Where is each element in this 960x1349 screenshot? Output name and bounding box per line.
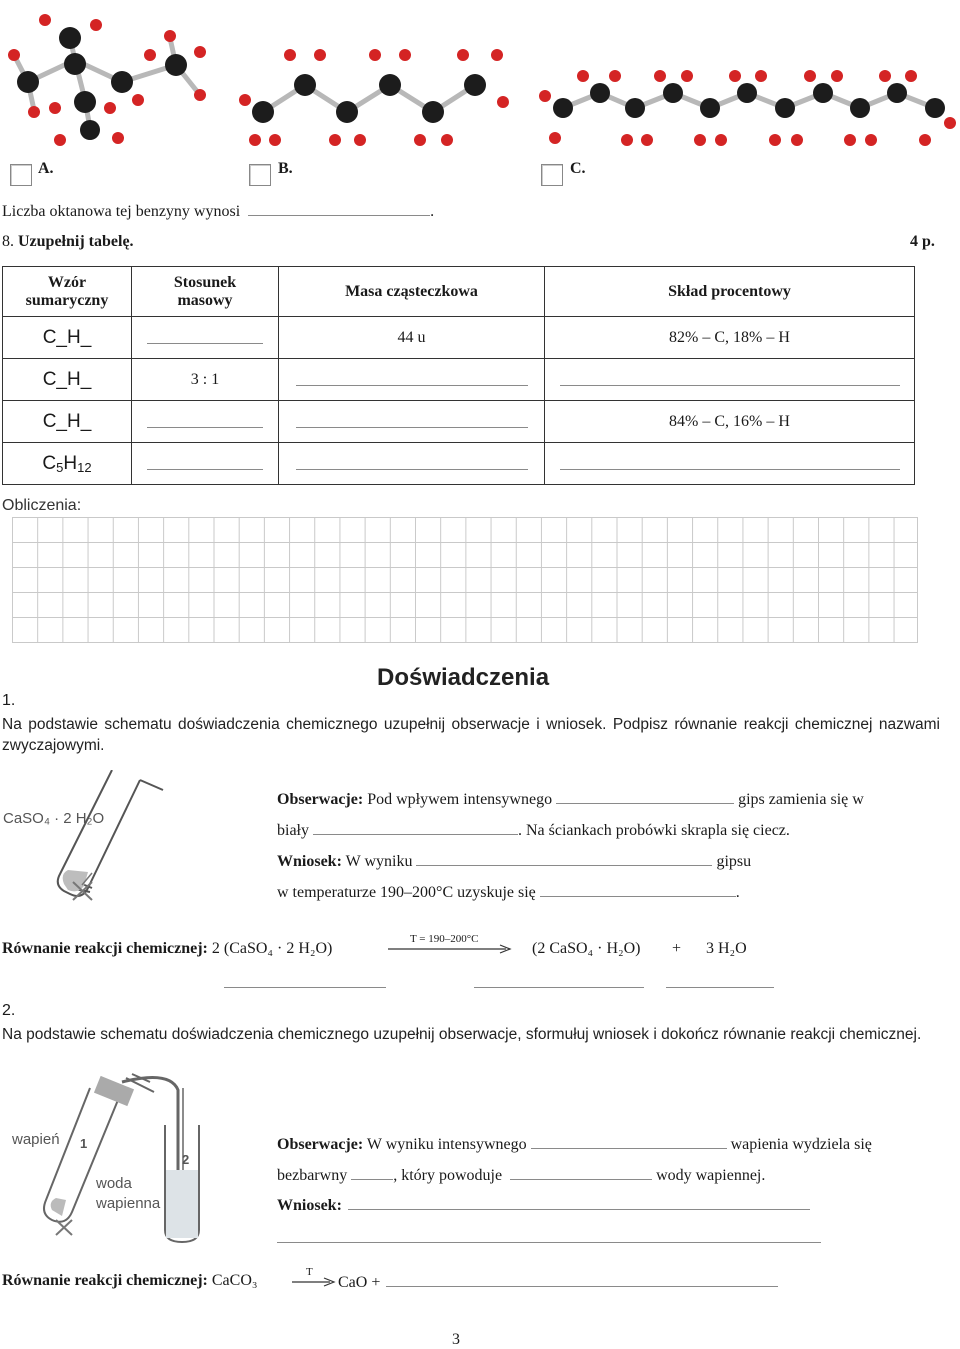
row3-formula: C_H_ [3,401,132,443]
row4-mass-input[interactable] [279,443,545,485]
exp2-obs-blank2[interactable] [351,1165,393,1180]
exp1-eq-right1: (2 CaSO₄ · H₂O) [532,940,641,957]
header-composition: Skład procentowy [545,267,915,317]
task8-title: Uzupełnij tabelę. [18,233,134,250]
exp2-concl-blank1[interactable] [348,1195,810,1210]
exp2-observations-line2: bezbarwny , który powoduje wody wapiennej. [277,1167,766,1184]
exp1-eq-name-blank1[interactable] [224,973,386,988]
exp1-obs-blank2[interactable] [313,820,518,835]
row3-ratio-input[interactable] [132,401,279,443]
option-b-label: B. [278,160,293,177]
task8-heading [2,233,134,251]
exp2-reaction-arrow [292,1276,336,1288]
exp1-conclusion-line1: Wniosek: W wyniku gipsu [277,853,752,870]
figure-label-gypsum: CaSO₄ · 2 H₂O [3,810,105,827]
header-ratio: Stosunek masowy [132,267,279,317]
exp2-equation: Równanie reakcji chemicznej: CaCO₃ [2,1272,258,1289]
svg-text:2: 2 [182,1152,190,1167]
row1-mass: 44 u [279,317,545,359]
composition-table [2,266,915,485]
exp1-eq-left: 2 (CaSO₄ · 2 H₂O) [211,940,333,957]
row4-formula: $C_5H_{12}$ [3,443,132,485]
header-formula: Wzór sumaryczny [3,267,132,317]
row2-ratio: 3 : 1 [132,359,279,401]
exp1-instruction: Na podstawie schematu doświadczenia chemicznego uzupełnij obserwacje i wniosek. Podpisz równanie reakcji chemicznej nazwami zwyczajowymi. [2,716,940,754]
row2-mass-input[interactable] [279,359,545,401]
exp2-concl-blank2[interactable] [277,1228,821,1243]
exp2-eq-blank[interactable] [386,1272,778,1287]
row2-formula: C_H_ [3,359,132,401]
exp2-instruction: Na podstawie schematu doświadczenia chemicznego uzupełnij obserwacje, sformułuj wniosek i dokończ równanie reakcji chemicznej. [2,1026,922,1043]
exp2-observations-line1: Obserwacje: W wyniku intensywnego wapienia wydziela się [277,1136,872,1153]
row4-composition-input[interactable] [545,443,915,485]
row1-composition: 82% – C, 18% – H [545,317,915,359]
row1-formula: C_H_ [3,317,132,359]
task8-number: 8. [2,233,14,250]
exp1-reaction-arrow [388,943,514,955]
task8-points: 4 p. [910,233,935,250]
option-a-checkbox[interactable] [10,164,32,186]
row2-composition-input[interactable] [545,359,915,401]
limestone-apparatus-figure [0,1070,260,1245]
calculations-label: Obliczenia: [2,497,82,514]
exp1-eq-name-blank3[interactable] [666,973,774,988]
exp1-conclusion-line2: w temperaturze 190–200°C uzyskuje się . [277,884,740,901]
exp1-eq-arrow-label: T = 190–200°C [410,933,479,945]
row4-ratio-input[interactable] [132,443,279,485]
exp1-number: 1. [2,692,16,709]
exp1-eq-plus: + [672,940,682,957]
svg-text:woda: woda [96,1175,132,1192]
molecule-model-a [0,0,215,150]
option-c-label: C. [570,160,586,177]
molecule-model-b [235,40,525,150]
exp1-obs-blank1[interactable] [556,789,734,804]
octane-question: Liczba oktanowa tej benzyny wynosi . [2,203,435,220]
row3-composition: 84% – C, 16% – H [545,401,915,443]
svg-text:1: 1 [80,1136,88,1151]
octane-answer-line[interactable] [248,201,430,216]
section-title: Doświadczenia [377,664,550,691]
svg-text:wapień: wapień [12,1131,60,1148]
header-mass: Masa cząsteczkowa [279,267,545,317]
octane-text: Liczba oktanowa tej benzyny wynosi [2,203,241,220]
option-c-checkbox[interactable] [541,164,563,186]
exp1-concl-blank2[interactable] [540,882,736,897]
calculations-grid[interactable] [12,517,918,643]
exp1-observations-line2: biały . Na ściankach probówki skrapla się ciecz. [277,822,790,839]
exp1-eq-name-blank2[interactable] [474,973,644,988]
exp2-eq-right: CaO + [338,1272,778,1292]
exp2-conclusion-line1: Wniosek: [277,1195,810,1215]
row3-mass-input[interactable] [279,401,545,443]
test-tube-gypsum-figure [0,770,200,905]
option-a-label: A. [38,160,54,177]
exp1-eq-label: Równanie reakcji chemicznej: [2,940,208,957]
exp2-eq-arrow-label: T [306,1266,313,1278]
page-number: 3 [452,1331,460,1348]
option-b-checkbox[interactable] [249,164,271,186]
exp2-obs-blank3[interactable] [510,1165,652,1180]
molecule-model-c [535,68,960,153]
row1-ratio-input[interactable] [132,317,279,359]
svg-text:wapienna: wapienna [96,1195,161,1212]
exp2-obs-blank1[interactable] [531,1134,727,1149]
exp2-number: 2. [2,1002,16,1019]
exp1-concl-blank1[interactable] [416,851,712,866]
exp1-observations-line1: Obserwacje: Pod wpływem intensywnego gips zamienia się w [277,791,864,808]
exp1-eq-right2: 3 H₂O [706,940,747,957]
